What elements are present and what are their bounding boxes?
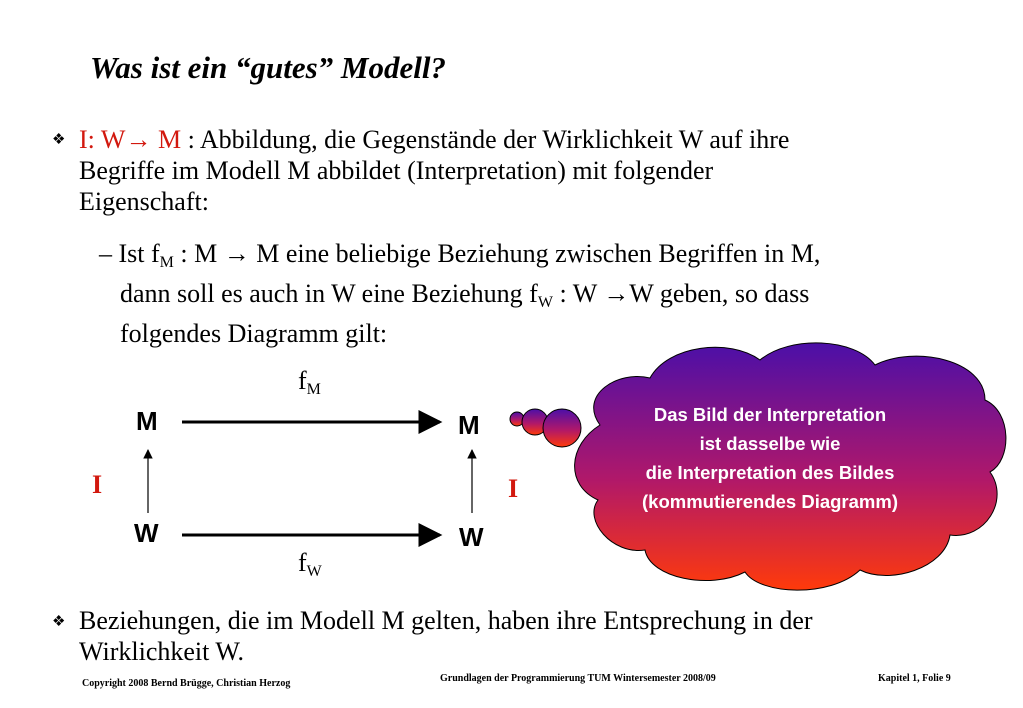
label-i-left: I [92,470,103,499]
bullet1-line1: : Abbildung, die Gegenstände der Wirklichkeit W auf ihre [181,125,790,154]
cloud-text [596,400,944,516]
node-m-right: M [458,410,480,440]
subbullet-line3: folgendes Diagramm gilt: [120,319,388,348]
footer-page: Kapitel 1, Folie 9 [878,673,951,684]
bullet2-line2: Wirklichkeit W. [79,637,245,666]
slide-title: Was ist ein “gutes” Modell? [90,50,446,85]
footer-course: Grundlagen der Programmierung TUM Wintersemester 2008/09 [440,673,716,684]
subbullet-line1-a: – Ist f [99,239,160,268]
node-w-left: W [134,518,159,548]
cloud-line-2: ist dasselbe wie [699,433,841,454]
bullet-icon-2: ❖ [52,614,66,630]
subbullet-line2-sub: W [537,294,553,311]
mapping-label: I: W→ M [79,125,182,154]
subbullet-line2-b: : W →W geben, so dass [552,279,810,308]
cloud-line-1: Das Bild der Interpretation [653,404,887,425]
cloud-bubble-large [543,409,581,447]
label-fw: $f_W$ [298,548,322,580]
footer-copyright: Copyright 2008 Bernd Brügge, Christian Herzog [82,678,291,689]
node-w-right: W [459,522,484,552]
subbullet-line2-a: dann soll es auch in W eine Beziehung f [120,279,538,308]
cloud-line-4: (kommutierendes Diagramm) [642,491,898,512]
label-fm: $f_M$ [298,366,321,398]
subbullet-line1-b: : M → M eine beliebige Beziehung zwischen Begriffen in M, [173,239,821,268]
bullet-icon: ❖ [52,132,66,148]
node-m-left: M [136,406,158,436]
bullet1-line2: Begriffe im Modell M abbildet (Interpretation) mit folgender [79,156,714,185]
subbullet-text [99,238,999,349]
bullet1-line3: Eigenschaft: [79,187,209,216]
bullet1-text [79,124,979,217]
bullet2-line1: Beziehungen, die im Modell M gelten, haben ihre Entsprechung in der [79,606,813,635]
bullet2-text [79,605,979,667]
subbullet-line1-sub: M [159,254,174,271]
label-i-right: I [508,474,519,503]
cloud-line-3: die Interpretation des Bildes [645,462,895,483]
